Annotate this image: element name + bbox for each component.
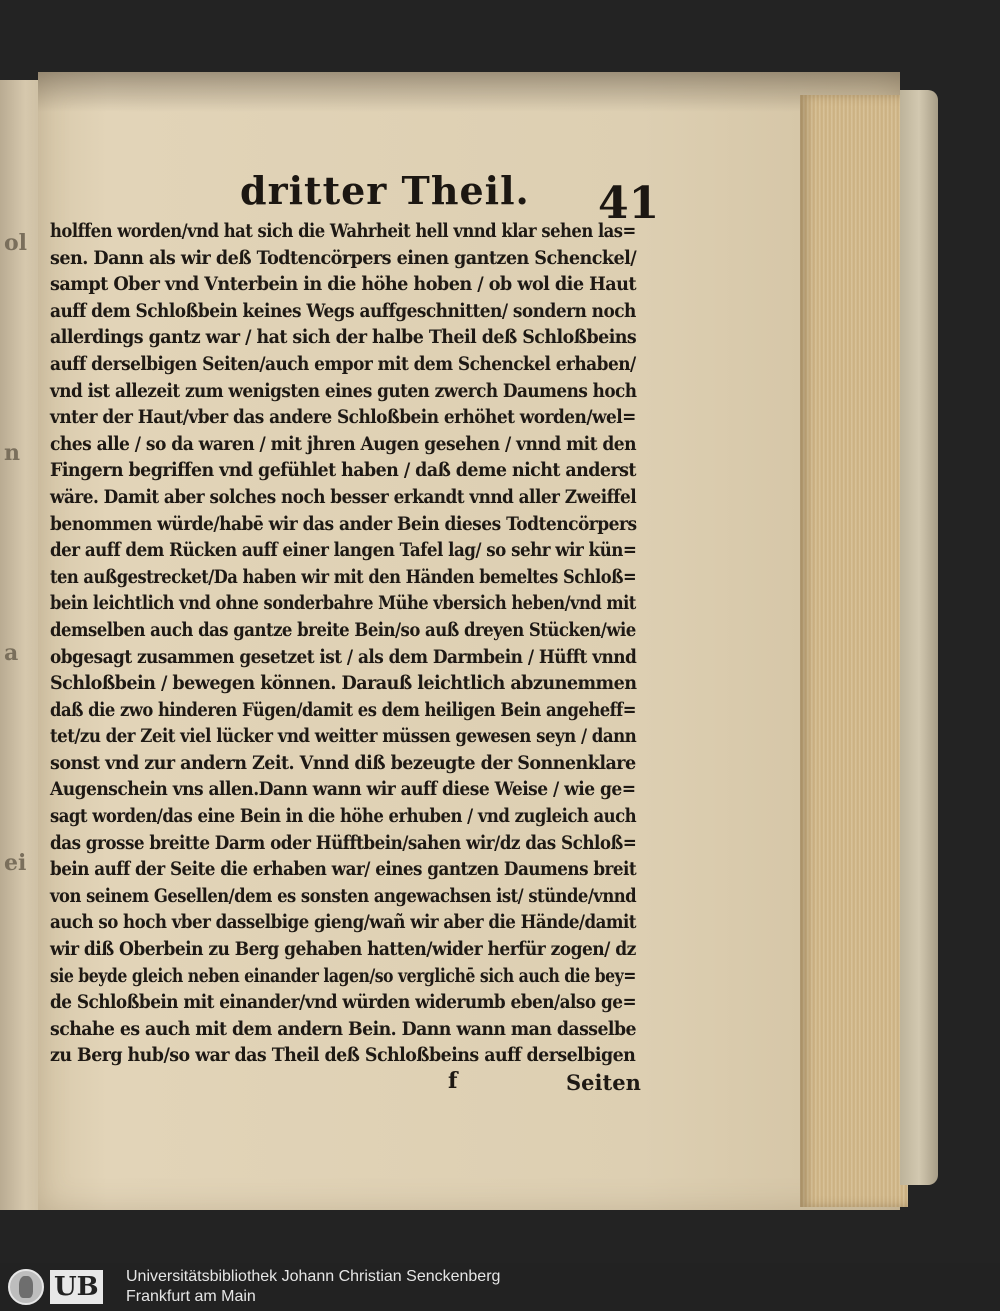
facing-page-ghost-text: n [4,440,20,466]
facing-page-ghost-text: ei [4,850,27,876]
text-line: tet/zu der Zeit viel lücker vnd weitter müssen gewesen seyn / dann [50,725,637,748]
text-line: ches alle / so da waren / mit jhren Augen gesehen / vnnd mit den [50,432,637,455]
text-line: Schloßbein / bewegen können. Darauß leichtlich abzunemmen [50,672,637,695]
text-line: sen. Dann als wir deß Todtencörpers einen gantzen Schenckel/ [50,246,637,269]
footer-bar [0,1263,1000,1311]
catchword: Seiten [566,1070,641,1095]
seal-icon [8,1269,44,1305]
text-line: auch so hoch vber dasselbige gieng/wañ wir aber die Hände/damit [50,911,636,934]
text-line: vnd ist allezeit zum wenigsten eines guten zwerch Daumens hoch [50,379,637,402]
body-text [50,218,640,1069]
page-top-shadow [38,72,900,112]
text-line: wäre. Damit aber solches noch besser erkandt vnnd aller Zweiffel [50,485,637,508]
text-line: ten außgestrecket/Da haben wir mit den Händen bemeltes Schloß= [50,565,637,588]
ub-logo-text: UB [50,1270,103,1304]
text-line: von seinem Gesellen/dem es sonsten angewachsen ist/ stünde/vnnd [50,884,637,907]
text-line: Fingern begriffen vnd gefühlet haben / daß deme nicht anderst [50,459,636,482]
text-line: obgesagt zusammen gesetzet ist / als dem Darmbein / Hüfft vnnd [50,645,637,668]
text-line: bein leichtlich vnd ohne sonderbahre Mühe vbersich heben/vnd mit [50,592,636,615]
text-line: holffen worden/vnd hat sich die Wahrheit hell vnnd klar sehen las= [50,220,636,242]
text-line: der auff dem Rücken auff einer langen Tafel lag/ so sehr wir kün= [50,539,637,562]
ub-logo[interactable] [8,1269,116,1305]
text-line: demselben auch das gantze breite Bein/so auß dreyen Stücken/wie [50,618,636,641]
page-number: 41 [598,178,660,229]
text-line: allerdings gantz war / hat sich der halbe Theil deß Schloßbeins [50,326,637,349]
text-line: auff derselbigen Seiten/auch empor mit dem Schenckel erhaben/ [50,352,636,375]
text-line: sampt Ober vnd Vnterbein in die höhe hoben / ob wol die Haut [50,273,636,296]
institution-line-1: Universitätsbibliothek Johann Christian Senckenberg [126,1268,501,1285]
text-line: schahe es auch mit dem andern Bein. Dann wann man dasselbe [50,1017,637,1040]
text-line: auff dem Schloßbein keines Wegs auffgeschnitten/ sondern noch [50,299,636,322]
running-head: dritter Theil. [240,168,530,213]
text-line: zu Berg hub/so war das Theil deß Schloßbeins auff derselbigen [50,1044,636,1067]
facing-page-ghost-text: a [4,640,19,666]
text-line: sonst vnd zur andern Zeit. Vnnd diß bezeugte der Sonnenklare [50,751,636,774]
text-line: de Schloßbein mit einander/vnd würden widerumb eben/also ge= [50,991,637,1014]
book-cover-board [900,90,938,1185]
facing-page-ghost-text: ol [4,230,28,256]
text-line: wir diß Oberbein zu Berg gehaben hatten/wider herfür zogen/ dz [50,938,636,961]
institution-line-2: Frankfurt am Main [126,1288,256,1305]
institution-name [126,1267,500,1307]
text-line: sagt worden/das eine Bein in die höhe erhuben / vnd zugleich auch [50,805,637,828]
book-fore-edge [800,95,908,1207]
text-line: daß die zwo hinderen Fügen/damit es dem heiligen Bein angeheff= [50,698,636,721]
text-line: sie beyde gleich neben einander lagen/so verglichē sich auch die bey= [50,964,636,987]
signature-mark: f [448,1068,458,1094]
text-line: das grosse breitte Darm oder Hüfftbein/sahen wir/dz das Schloß= [50,831,637,854]
text-line: benommen würde/habē wir das ander Bein dieses Todtencörpers [50,512,637,535]
facing-page-edge [0,80,42,1210]
text-line: bein auff der Seite die erhaben war/ eines gantzen Daumens breit [50,858,637,881]
text-line: vnter der Haut/vber das andere Schloßbein erhöhet worden/wel= [50,406,636,429]
text-line: Augenschein vns allen.Dann wann wir auff diese Weise / wie ge= [50,778,636,801]
